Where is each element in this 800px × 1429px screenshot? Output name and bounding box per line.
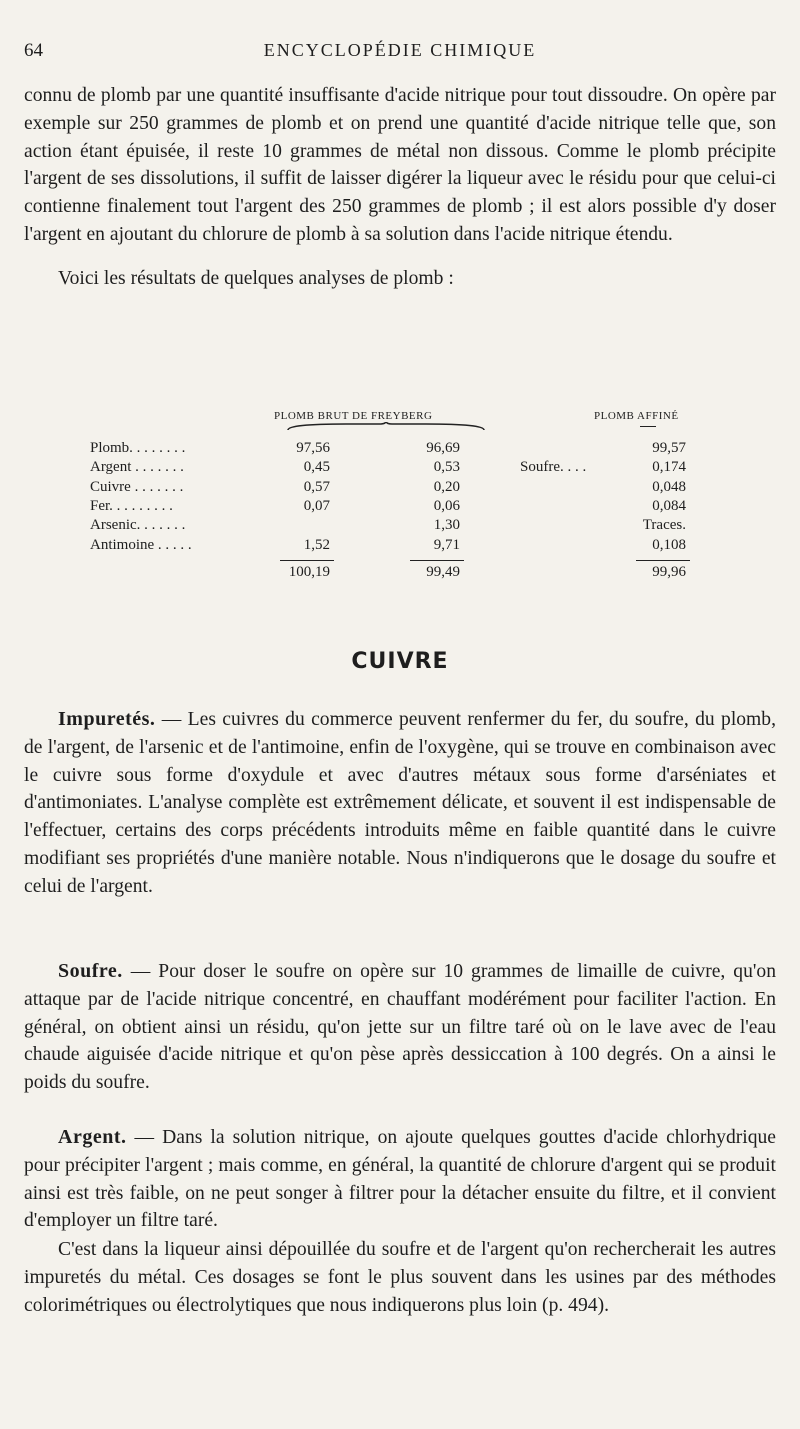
impuretes-paragraph — [24, 706, 776, 901]
argent-paragraph — [24, 1124, 776, 1235]
table-cell-label: Plomb. . . . . . . . — [90, 440, 186, 456]
intro-paragraph: connu de plomb par une quantité insuffisante d'acide nitrique pour tout dissoudre. On opère par exemple sur 250 grammes de plomb et on prend une quantité d'acide nitrique telle que, son action étant épuisée, il reste 10 grammes de métal non dissous. Comme le plomb précipite l'argent de ses dissolutions, il suffit de laisser digérer la liqueur avec le résidu pour que celui-ci contienne finalement tout l'argent des 250 grammes de plomb ; il est alors possible d'y doser l'argent en ajoutant du chlorure de plomb à sa solution dans l'acide nitrique étendu. — [24, 85, 776, 245]
impuretes-text: — Les cuivres du commerce peuvent renfermer du fer, du soufre, du plomb, de l'argent, de l'arsenic et de l'antimoine, enfin de l'oxygène, qui se trouve en combinaison avec le cuivre sous forme d'oxydule et avec d'autres métaux sous forme d'arséniates et d'antimoniates. L'analyse complète est extrêmement délicate, et souvent il est indispensable de l'effectuer, certains des corps précédents introduits même en faible quantité dans le cuivre modifiant ses propriétés d'une manière notable. Nous n'indiquerons que le dosage du soufre et celui de l'argent. — [24, 709, 776, 897]
table-cell-label: Arsenic. . . . . . . — [90, 517, 186, 534]
table-cell-c3: 0,108 — [652, 536, 686, 553]
argent-heading: Argent. — [58, 1126, 127, 1148]
table-cell-c1: 0,57 — [303, 478, 330, 495]
header-plomb-brut: PLOMB BRUT DE FREYBERG — [274, 410, 433, 422]
table-cell-c1: 0,45 — [303, 459, 330, 476]
soufre-paragraph — [24, 958, 776, 1097]
total-rule — [636, 560, 690, 561]
impuretes-heading: Impuretés. — [58, 708, 156, 730]
table-cell-c2: 0,53 — [433, 459, 460, 476]
table-cell-c1: 97,56 — [296, 440, 330, 456]
argent-text: — Dans la solution nitrique, on ajoute quelques gouttes d'acide chlorhydrique pour précipiter l'argent ; mais comme, en général, la quantité de chlorure d'argent qui se produit ainsi est très faible, on ne peut songer à filtrer pour la détacher ensuite du filtre, et il convient d'employer un filtre taré. — [24, 1127, 776, 1232]
table-cell-c3: 0,174 — [652, 459, 686, 476]
total-rule — [410, 560, 464, 561]
table-lead: Voici les résultats de quelques analyses de plomb : — [58, 267, 454, 289]
table-cell-c2: 0,20 — [433, 478, 460, 495]
table-cell-c1: 0,07 — [303, 497, 330, 514]
final-paragraph-wrap — [24, 1236, 776, 1319]
soufre-heading: Soufre. — [58, 960, 123, 982]
table-cell-c2: 0,06 — [433, 497, 460, 514]
intro-section — [24, 82, 776, 293]
table-total-c1: 100,19 — [288, 563, 330, 580]
soufre-text: — Pour doser le soufre on opère sur 10 grammes de limaille de cuivre, qu'on attaque par de l'acide nitrique concentré, en chauffant modérément pour faciliter l'action. En général, on obtient ainsi un résidu, qu'on jette sur un filtre taré où on le lave avec de l'eau chaude aiguisée d'acide nitrique et qu'on pèse après dessiccation à 100 degrés. On a ainsi le poids du soufre. — [24, 961, 776, 1094]
table-cell-label: Argent . . . . . . . — [90, 459, 184, 476]
running-title: ENCYCLOPÉDIE CHIMIQUE — [263, 40, 537, 60]
table-cell-label: Fer. . . . . . . . . — [90, 497, 173, 514]
table-cell-c3: 99,57 — [652, 440, 686, 456]
table-cell-c2: 1,30 — [433, 517, 460, 534]
table-cell-c2: 96,69 — [426, 440, 460, 456]
table-cell-c3: 0,048 — [652, 478, 686, 495]
header-dash — [640, 426, 656, 427]
page-header — [24, 40, 776, 68]
table-cell-c2: 9,71 — [433, 536, 460, 553]
header-plomb-affine: PLOMB AFFINÉ — [594, 410, 679, 422]
table-total-c2: 99,49 — [426, 563, 460, 580]
total-rule — [280, 560, 334, 561]
table-cell-label: Antimoine . . . . . — [90, 536, 192, 553]
header-brace — [286, 422, 486, 432]
final-paragraph: C'est dans la liqueur ainsi dépouillée du soufre et de l'argent qu'on rechercherait les autres impuretés du métal. Ces dosages se font le plus souvent dans les usines par des méthodes colorimétriques ou électrolytiques que nous indiquerons plus loin (p. 494). — [24, 1239, 776, 1316]
lead-analysis-table — [24, 402, 776, 602]
table-cell-label: Cuivre . . . . . . . — [90, 478, 184, 495]
section-title: CUIVRE — [351, 649, 449, 674]
table-cell-c3: 0,084 — [652, 497, 686, 514]
table-cell-c3-label: Soufre. . . . — [520, 459, 587, 476]
table-cell-c1: 1,52 — [303, 536, 330, 553]
table-cell-c3: Traces. — [642, 517, 686, 534]
page-number: 64 — [24, 40, 43, 61]
table-total-c3: 99,96 — [652, 563, 686, 580]
